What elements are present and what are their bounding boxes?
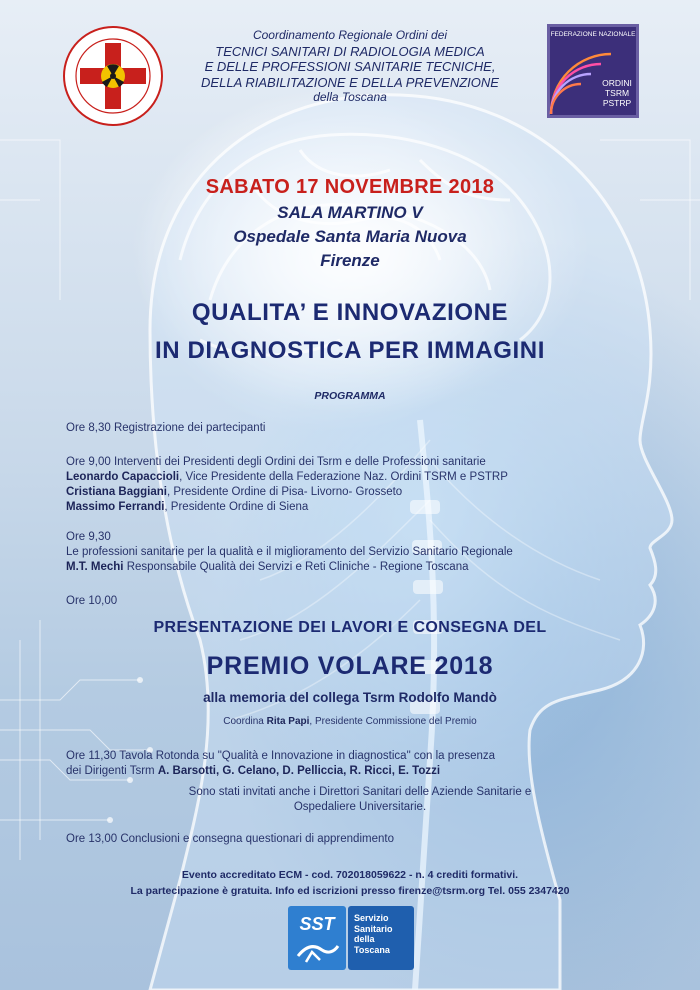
award-dedication: alla memoria del collega Tsrm Rodolfo Mandò — [203, 690, 497, 705]
sst-label-box — [348, 906, 414, 970]
panel-names: A. Barsotti, G. Celano, D. Pelliccia, R. Ricci, E. Tozzi — [157, 765, 441, 777]
schedule-item-registration — [66, 421, 676, 436]
schedule-item-conclusions — [66, 832, 676, 847]
coordinator-name: Rita Papi — [266, 716, 310, 727]
federazione-ordini-logo — [547, 24, 639, 118]
invited-line: Ospedaliere Universitarie. — [293, 801, 427, 813]
svg-text:ORDINI: ORDINI — [602, 78, 632, 88]
invited-note — [110, 785, 610, 815]
speaker-name: Massimo Ferrandi — [66, 501, 165, 513]
organization-heading — [180, 28, 520, 106]
venue-line: SALA MARTINO V — [277, 203, 423, 222]
event-venue — [0, 201, 700, 273]
schedule-text: Ore 11,30 Tavola Rotonda su "Qualità e Innovazione in diagnostica" con la presenza — [66, 750, 496, 762]
venue-line: Firenze — [320, 251, 380, 270]
schedule-item-round-table — [66, 749, 676, 779]
schedule-text: Ore 13,00 Conclusioni e consegna questionari di apprendimento — [66, 833, 394, 845]
ecm-line: Evento accreditato ECM - cod. 702018059622 - n. 4 crediti formativi. — [181, 869, 519, 881]
sst-line: Servizio — [354, 913, 389, 923]
svg-text:FEDERAZIONE NAZIONALE: FEDERAZIONE NAZIONALE — [550, 31, 636, 38]
speaker-name: Cristiana Baggiani — [66, 486, 167, 498]
sst-line: della — [354, 934, 375, 944]
org-line: TECNICI SANITARI DI RADIOLOGIA MEDICA — [215, 43, 485, 59]
sst-logo — [288, 906, 346, 970]
title-line: IN DIAGNOSTICA PER IMMAGINI — [155, 337, 545, 364]
org-line: Coordinamento Regionale Ordini dei — [252, 28, 448, 42]
invited-line: Sono stati invitati anche i Direttori Sanitari delle Aziende Sanitarie e — [188, 786, 532, 798]
title-line: QUALITA’ E INNOVAZIONE — [191, 299, 509, 326]
speaker-row — [66, 560, 676, 575]
sst-line: Toscana — [354, 944, 390, 955]
award-coordinator: Coordina Rita Papi, Presidente Commissione del Premio — [223, 716, 477, 727]
schedule-time: Ore 10,00 — [66, 595, 118, 607]
ordine-tsrm-logo — [62, 25, 164, 127]
schedule-time: Ore 9,30 — [66, 531, 111, 543]
registration-info-line: La partecipazione è gratuita. Info ed iscrizioni presso firenze@tsrm.org Tel. 055 2347420 — [130, 885, 570, 897]
speaker-row — [66, 470, 676, 485]
schedule-text: Ore 9,00 Interventi dei Presidenti degli Ordini dei Tsrm e delle Professioni sanitarie — [66, 456, 486, 468]
award-intro: PRESENTAZIONE DEI LAVORI E CONSEGNA DEL — [153, 619, 547, 636]
event-date: SABATO 17 NOVEMBRE 2018 — [205, 176, 495, 198]
speaker-role: , Vice Presidente della Federazione Naz. Ordini TSRM e PSTRP — [179, 471, 508, 483]
event-title — [0, 294, 700, 370]
speaker-name: Leonardo Capaccioli — [66, 471, 180, 483]
speaker-role: , Presidente Ordine di Pisa- Livorno- Grosseto — [166, 486, 403, 498]
speaker-row — [66, 500, 676, 515]
speaker-role: Responsabile Qualità dei Servizi e Reti Cliniche - Regione Toscana — [123, 561, 469, 573]
schedule-item-presidents — [66, 455, 676, 515]
schedule-item-quality — [66, 530, 676, 575]
venue-line: Ospedale Santa Maria Nuova — [233, 227, 467, 246]
footer-info — [0, 867, 700, 899]
programma-heading: PROGRAMMA — [314, 390, 386, 402]
speaker-row — [66, 485, 676, 500]
schedule-text: Le professioni sanitarie per la qualità e il miglioramento del Servizio Sanitario Regionale — [66, 546, 513, 558]
panel-row: dei Dirigenti Tsrm A. Barsotti, G. Celano, D. Pelliccia, R. Ricci, E. Tozzi — [66, 765, 441, 777]
schedule-item-award-time — [66, 594, 676, 609]
org-line: E DELLE PROFESSIONI SANITARIE TECNICHE, — [204, 59, 496, 75]
award-title: PREMIO VOLARE 2018 — [206, 652, 494, 680]
schedule-text: Ore 8,30 Registrazione dei partecipanti — [66, 422, 266, 434]
speaker-role: , Presidente Ordine di Siena — [164, 501, 309, 513]
svg-text:SST: SST — [299, 914, 335, 934]
speaker-name: M.T. Mechi — [66, 561, 124, 573]
sst-line: Sanitario — [354, 923, 393, 934]
org-line: DELLA RIABILITAZIONE E DELLA PREVENZIONE — [201, 74, 499, 90]
org-line: della Toscana — [313, 90, 387, 105]
svg-text:TSRM: TSRM — [604, 88, 630, 98]
svg-text:PSTRP: PSTRP — [602, 98, 632, 108]
